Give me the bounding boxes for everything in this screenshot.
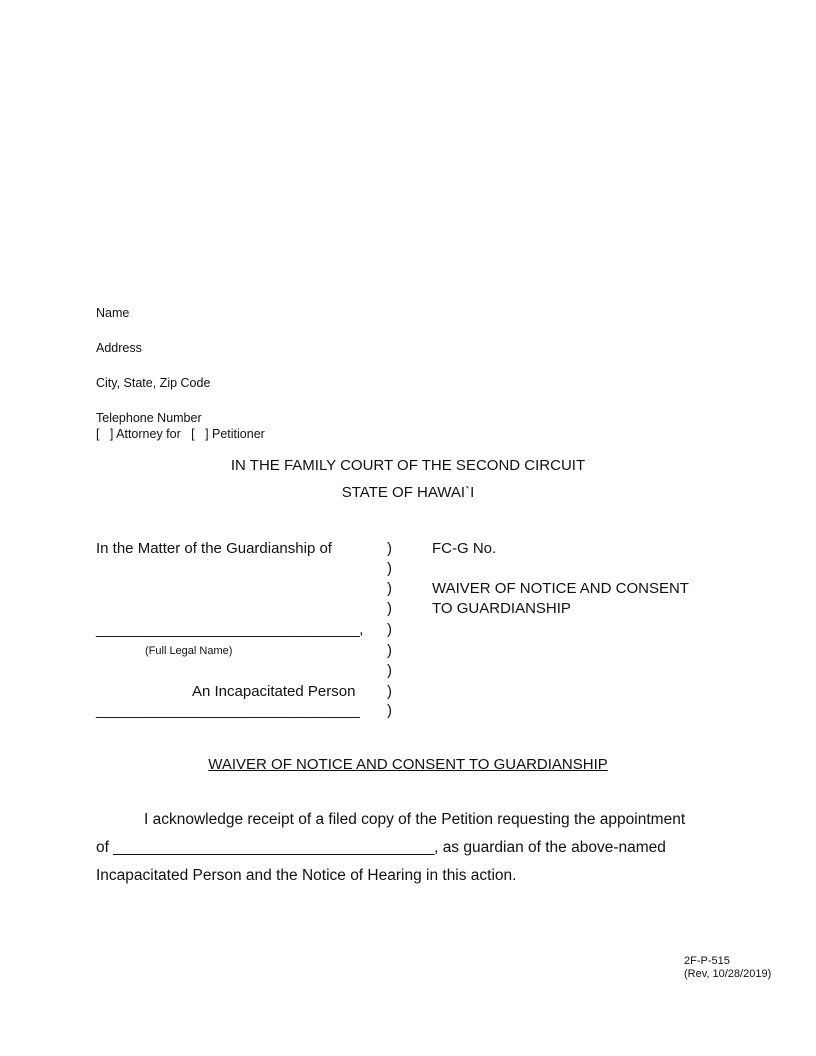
caption-paren: )	[387, 600, 392, 617]
full-legal-name-label: (Full Legal Name)	[145, 645, 233, 657]
case-number-label: FC-G No.	[432, 540, 497, 557]
caption-paren: )	[387, 683, 392, 700]
caption-doc-title-2: TO GUARDIANSHIP	[432, 600, 571, 617]
body-line-2-suffix: , as guardian of the above-named	[434, 839, 666, 856]
incapacitated-person-label: An Incapacitated Person	[192, 683, 356, 700]
caption-paren: )	[387, 662, 392, 679]
caption-paren: )	[387, 621, 392, 638]
form-revision: (Rev, 10/28/2019)	[684, 968, 772, 980]
body-line-2	[96, 840, 666, 856]
caption-name-blank: __________________________________,	[96, 621, 363, 638]
caption-doc-title-1: WAIVER OF NOTICE AND CONSENT	[432, 580, 689, 597]
caption-paren: )	[387, 580, 392, 597]
attorney-petitioner-checkboxes: [ ] Attorney for [ ] Petitioner	[96, 427, 265, 441]
guardian-name-blank: ________________________________________	[113, 839, 435, 856]
body-line-1: I acknowledge receipt of a filed copy of the Petition requesting the appointment	[144, 811, 686, 828]
caption-matter: In the Matter of the Guardianship of	[96, 540, 332, 557]
name-field-label: Name	[96, 306, 130, 320]
form-number: 2F-P-515	[684, 955, 730, 967]
court-name: IN THE FAMILY COURT OF THE SECOND CIRCUIT	[230, 457, 586, 474]
telephone-label: Telephone Number	[96, 411, 202, 425]
body-line-3: Incapacitated Person and the Notice of Hearing in this action.	[96, 867, 517, 884]
caption-bottom-blank: __________________________________	[96, 702, 360, 719]
address-field-label: Address	[96, 341, 142, 355]
caption-paren: )	[387, 560, 392, 577]
caption-paren: )	[387, 540, 392, 557]
court-state: STATE OF HAWAI`I	[341, 484, 475, 501]
caption-paren: )	[387, 642, 392, 659]
body-of: of	[96, 839, 109, 856]
caption-paren: )	[387, 702, 392, 719]
document-title: WAIVER OF NOTICE AND CONSENT TO GUARDIANSHIP	[208, 756, 608, 773]
city-state-zip-label: City, State, Zip Code	[96, 376, 211, 390]
